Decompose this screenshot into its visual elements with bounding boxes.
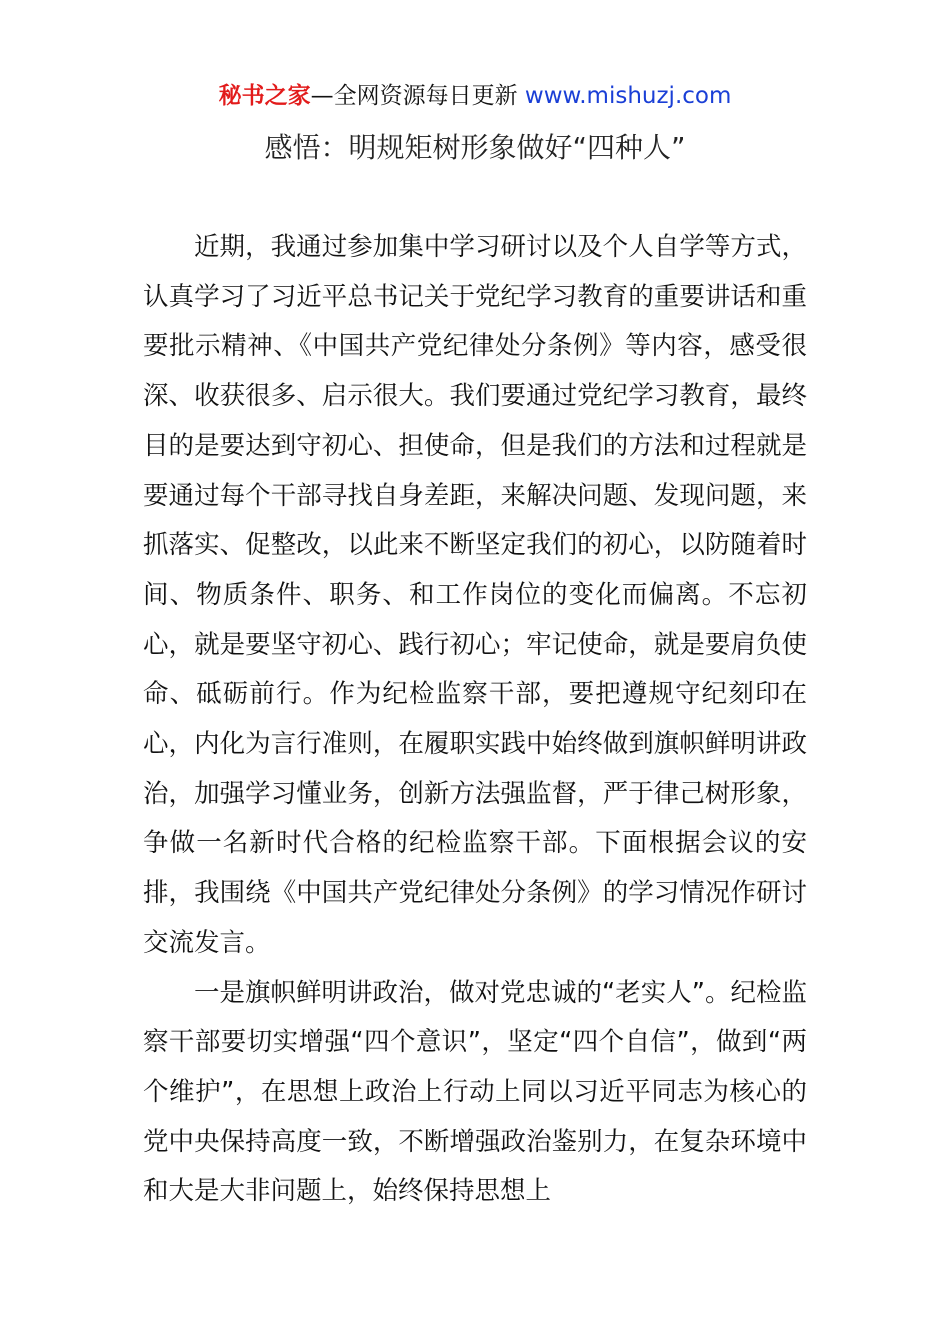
document-body (143, 223, 807, 1217)
paragraph-point-one: 一是旗帜鲜明讲政治，做对党忠诚的“老实人”。纪检监察干部要切实增强“四个意识”，坚定“四个自信”，做到“两个维护”，在思想上政治上行动上同以习近平同志为核心的党中央保持高度一致，不断增强政治鉴别力，在复杂环境中和大是大非问题上，始终保持思想上 (143, 977, 807, 1207)
document-title: 感悟：明规矩树形象做好“四种人” (264, 131, 686, 164)
site-header (0, 80, 950, 112)
header-tagline: —全网资源每日更新 (310, 83, 525, 109)
brand-name: 秘书之家 (218, 83, 311, 109)
site-url-link[interactable]: www.mishuzj.com (524, 83, 732, 109)
paragraph-intro: 近期，我通过参加集中学习研讨以及个人自学等方式，认真学习了习近平总书记关于党纪学习教育的重要讲话和重要批示精神、《中国共产党纪律处分条例》等内容，感受很深、收获很多、启示很大。我们要通过党纪学习教育，最终目的是要达到守初心、担使命，但是我们的方法和过程就是要通过每个干部寻找自身差距，来解决问题、发现问题，来抓落实、促整改，以此来不断坚定我们的初心，以防随着时间、物质条件、职务、和工作岗位的变化而偏离。不忘初心，就是要坚守初心、践行初心；牢记使命，就是要肩负使命、砥砺前行。作为纪检监察干部，要把遵规守纪刻印在心，内化为言行准则，在履职实践中始终做到旗帜鲜明讲政治，加强学习懂业务，创新方法强监督，严于律己树形象，争做一名新时代合格的纪检监察干部。下面根据会议的安排，我围绕《中国共产党纪律处分条例》的学习情况作研讨交流发言。 (143, 232, 807, 958)
